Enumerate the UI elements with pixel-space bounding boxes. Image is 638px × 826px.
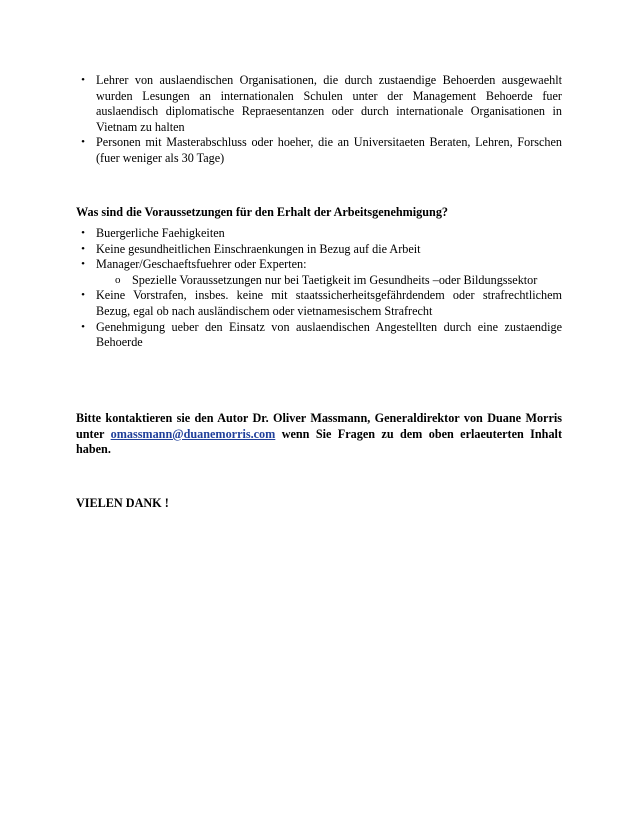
circle-bullet-icon: o	[115, 273, 121, 286]
contact-text-before: Bitte kontaktieren sie den Autor Dr. Oliver Massmann, Generaldirektor von Duane Morris unter	[76, 411, 562, 441]
bullet-icon: •	[81, 258, 85, 271]
list-item-text: Buergerliche Faehigkeiten	[96, 226, 225, 240]
bullet-icon: •	[81, 289, 85, 302]
list-item	[81, 257, 562, 288]
bullet-icon: •	[81, 242, 85, 255]
sub-list-item	[115, 272, 562, 289]
list-item-text: Keine gesundheitlichen Einschraenkungen in Bezug auf die Arbeit	[96, 241, 421, 256]
section-heading-requirements: Was sind die Voraussetzungen für den Erhalt der Arbeitsgenehmigung?	[76, 205, 449, 219]
list-item	[81, 73, 562, 135]
bullet-icon: •	[81, 320, 85, 333]
sub-list-item-text: Spezielle Voraussetzungen nur bei Taetigkeit im Gesundheits –oder Bildungssektor	[132, 272, 538, 287]
author-email-link[interactable]: omassmann@duanemorris.com	[110, 426, 276, 441]
list-item	[81, 288, 562, 319]
list-item	[81, 135, 562, 166]
list-item-text: Genehmigung ueber den Einsatz von auslaendischen Angestellten durch eine zustaendige Behoerde	[96, 319, 562, 350]
list-item-text: Personen mit Masterabschluss oder hoeher, die an Universitaeten Beraten, Lehren, Forschen (fuer weniger als 30 Tage)	[96, 135, 562, 165]
contact-paragraph	[76, 411, 562, 458]
bullet-icon: •	[81, 136, 85, 149]
list-item-text: Lehrer von auslaendischen Organisationen, die durch zustaendige Behoerden ausgewaehlt wurden Lesungen an internationalen Schulen unter der Management Behoerde fuer auslaendisch diplomatische Repraesentanzen oder durch internationale Organisationen in Vietnam zu halten	[96, 73, 562, 134]
list-item	[81, 319, 562, 351]
bullet-icon: •	[81, 227, 85, 239]
bullet-icon: •	[81, 74, 85, 86]
list-item	[81, 241, 562, 258]
list-item-text: Manager/Geschaeftsfuehrer oder Experten:	[96, 257, 307, 272]
bullet-list-requirements	[81, 226, 562, 351]
list-item-text: Keine Vorstrafen, insbes. keine mit staatssicherheitsgefährdendem oder strafrechtlichem Bezug, egal ob nach ausländischem oder vietnamesischem Strafrecht	[96, 288, 562, 318]
bullet-list-eligible-persons	[81, 73, 562, 167]
sub-list	[115, 272, 562, 289]
contact-text-after: wenn Sie Fragen zu dem oben erlaeuterten Inhalt haben.	[76, 426, 562, 457]
closing-thanks: VIELEN DANK !	[76, 496, 169, 510]
list-item	[81, 226, 562, 242]
